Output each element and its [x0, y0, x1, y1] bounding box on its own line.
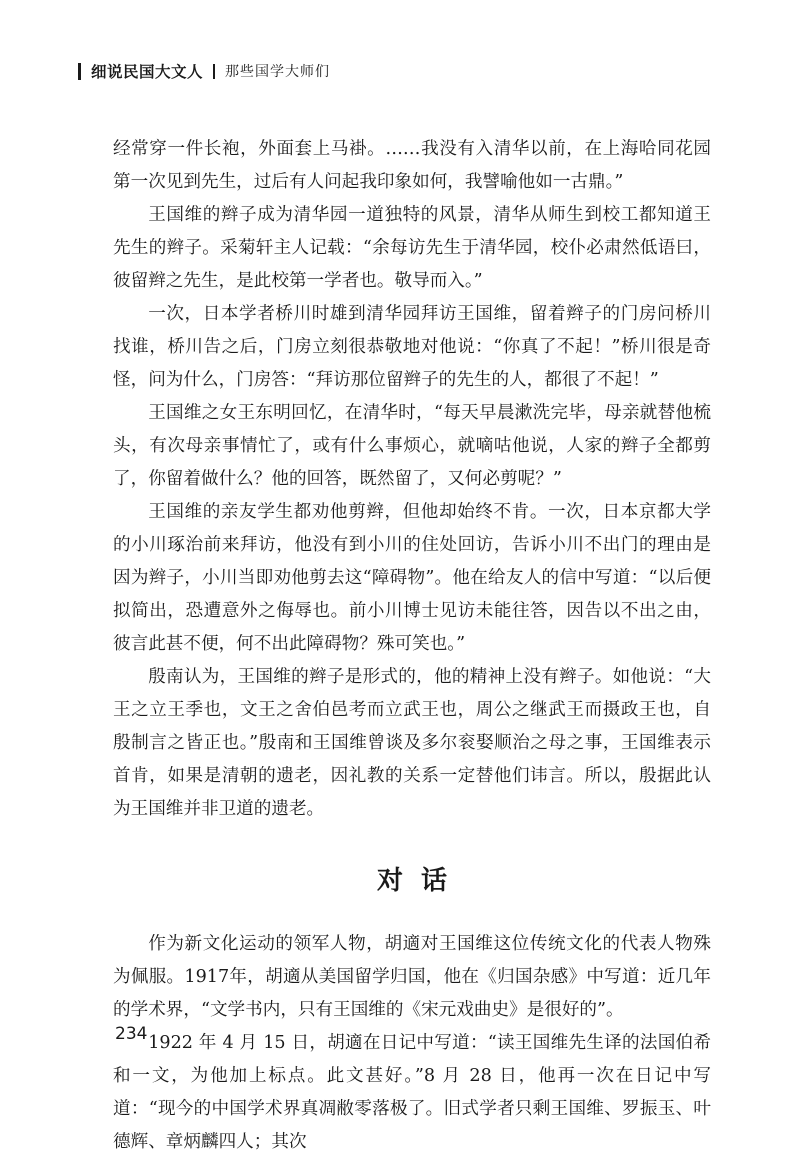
paragraph: 1922 年 4 月 15 日，胡適在日记中写道：“读王国维先生译的法国伯希和一文，为他加上标点。此文甚好。”8 月 28 日，他再一次在日记中写道：“现今的中国学术界真凋敝零落极了。旧式学者只剩王国维、罗振玉、叶德辉、章炳麟四人；其次 [113, 1033, 711, 1152]
running-header [78, 60, 330, 82]
section-heading: 对话 [376, 866, 465, 896]
paragraph: 王国维的亲友学生都劝他剪辫，但他却始终不肯。一次，日本京都大学的小川琢治前来拜访，他没有到小川的住处回访，告诉小川不出门的理由是因为辫子，小川当即劝他剪去这“障碍物”。他在给友人的信中写道：“以后便拟简出，恐遭意外之侮辱也。前小川博士见访未能往答，因告以不出之由，彼言此甚不便，何不出此障碍物？殊可笑也。” [113, 502, 711, 654]
paragraph-continued: 经常穿一件长袍，外面套上马褂。……我没有入清华以前，在上海哈同花园第一次见到先生，过后有人问起我印象如何，我譬喻他如一古鼎。” [113, 139, 711, 192]
paragraph: 一次，日本学者桥川时雄到清华园拜访王国维，留着辫子的门房问桥川找谁，桥川告之后，门房立刻很恭敬地对他说：“你真了不起！”桥川很是奇怪，问为什么，门房答：“拜访那位留辫子的先生的人，都很了不起！” [113, 304, 711, 390]
paragraph: 殷南认为，王国维的辫子是形式的，他的精神上没有辫子。如他说：“大王之立王季也，文王之舍伯邑考而立武王也，周公之继武王而摄政王也，自殷制言之皆正也。”殷南和王国维曾谈及多尔衮娶顺治之母之事，王国维表示首肯，如果是清朝的遗老，因礼教的关系一定替他们讳言。所以，殷据此认为王国维并非卫道的遗老。 [113, 667, 711, 819]
book-title: 细说民国大文人 [91, 63, 204, 81]
chapter-title: 那些国学大师们 [225, 64, 331, 80]
body-text [113, 133, 711, 1159]
page-number: 234 [115, 1024, 148, 1044]
header-bar-left [78, 63, 81, 80]
paragraph: 王国维的辫子成为清华园一道独特的风景，清华从师生到校工都知道王先生的辫子。采菊轩主人记载：“余每访先生于清华园，校仆必肃然低语曰，彼留辫之先生，是此校第一学者也。敬导而入。” [113, 205, 711, 291]
paragraph: 王国维之女王东明回忆，在清华时，“每天早晨漱洗完毕，母亲就替他梳头，有次母亲事情忙了，或有什么事烦心，就嘀咕他说，人家的辫子全都剪了，你留着做什么？他的回答，既然留了，又何必剪呢？” [113, 403, 711, 489]
paragraph: 作为新文化运动的领军人物，胡適对王国维这位传统文化的代表人物殊为佩服。1917年，胡適从美国留学归国，他在《归国杂感》中写道：近几年的学术界，“文学书内，只有王国维的《宋元戏曲史》是很好的”。 [113, 934, 711, 1020]
header-bar-divider [213, 64, 215, 79]
